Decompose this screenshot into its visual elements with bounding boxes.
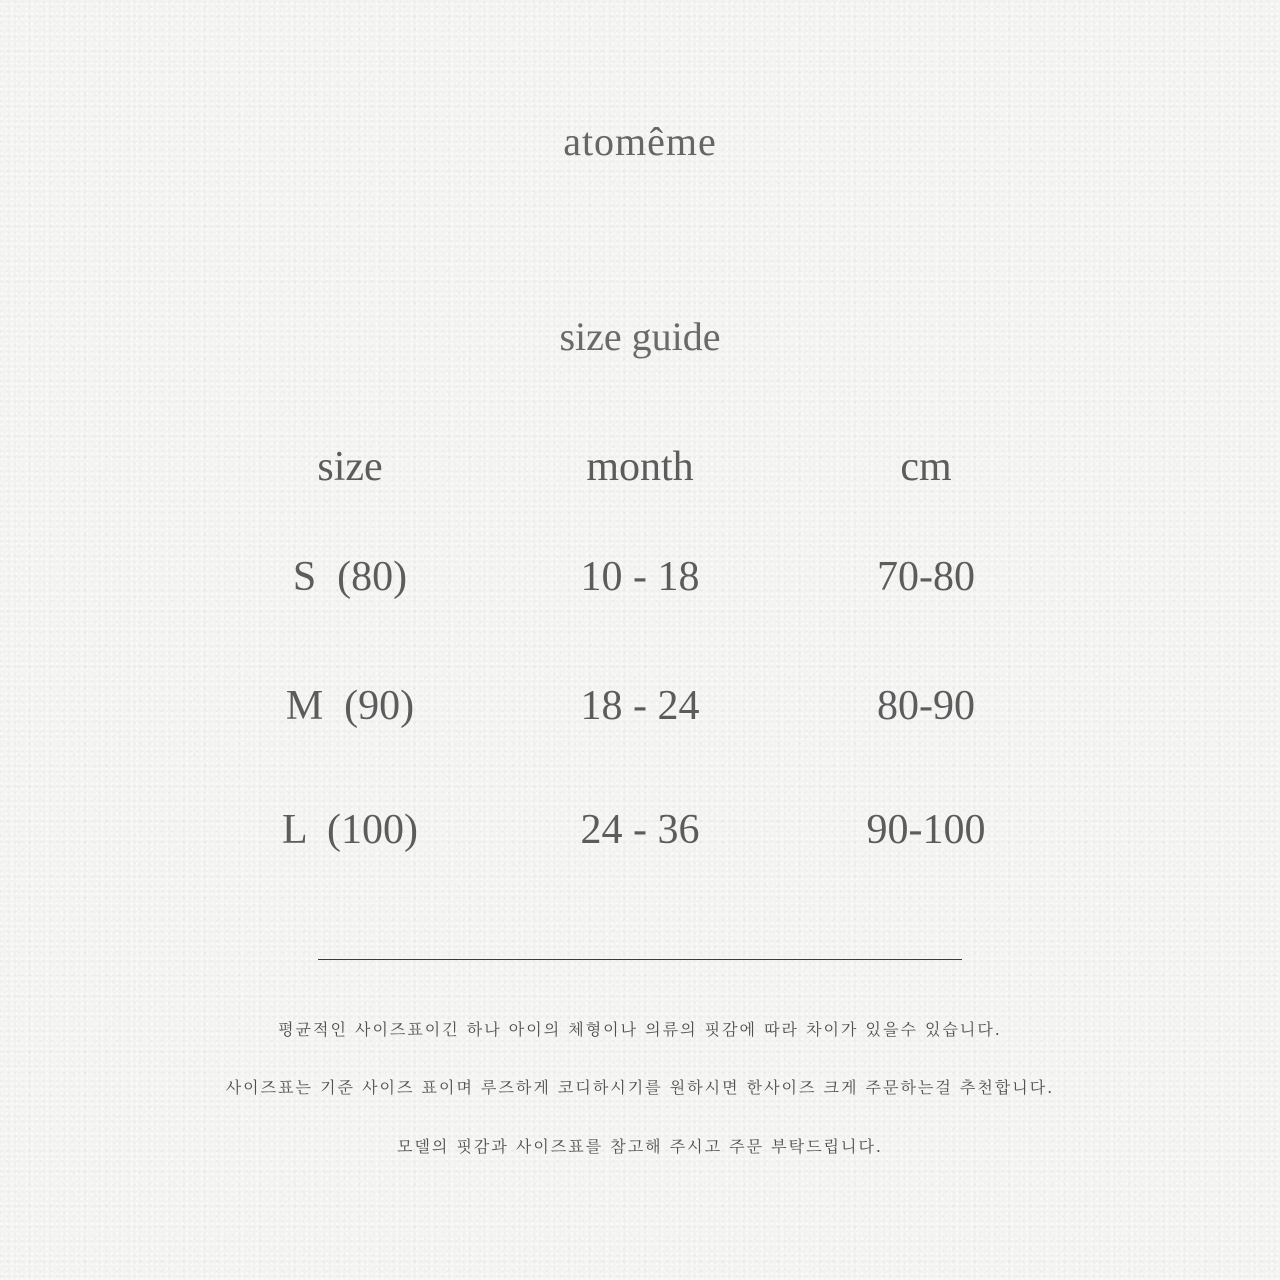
size-cell: M (90) (285, 683, 415, 729)
divider (318, 959, 962, 960)
note-line: 사이즈표는 기준 사이즈 표이며 루즈하게 코디하시기를 원하시면 한사이즈 크게 주문하는걸 추천합니다. (225, 1078, 1055, 1097)
header-cm: cm (900, 444, 952, 490)
size-cell: S (80) (292, 554, 408, 600)
table-row (0, 553, 1280, 613)
cm-cell: 90-100 (866, 807, 986, 853)
table-header-row (0, 443, 1280, 503)
note-line: 평균적인 사이즈표이긴 하나 아이의 체형이나 의류의 핏감에 따라 차이가 있을수 있습니다. (278, 1020, 1002, 1039)
note-line: 모델의 핏감과 사이즈표를 참고해 주시고 주문 부탁드립니다. (396, 1137, 883, 1156)
month-cell: 10 - 18 (580, 554, 700, 600)
page-title: size guide (559, 314, 721, 359)
cm-cell: 70-80 (877, 554, 975, 600)
brand-logo: atomême (563, 119, 717, 164)
size-cell: L (100) (281, 807, 419, 853)
header-month: month (586, 444, 694, 490)
table-row (0, 682, 1280, 742)
header-size: size (317, 444, 383, 490)
month-cell: 18 - 24 (580, 683, 700, 729)
table-row (0, 806, 1280, 866)
month-cell: 24 - 36 (580, 807, 700, 853)
cm-cell: 80-90 (877, 683, 975, 729)
